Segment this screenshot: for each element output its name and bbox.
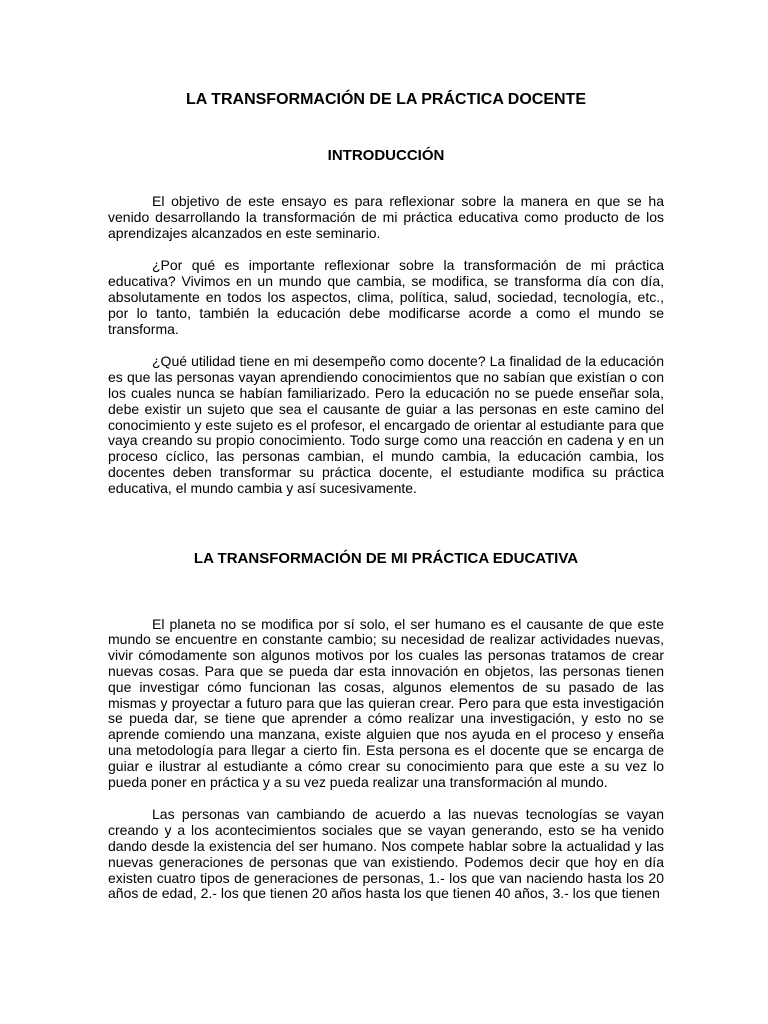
paragraph: El planeta no se modifica por sí solo, el ser humano es el causante de que este mundo se encuentre en constante cambio; su necesidad de realizar actividades nuevas, vivir cómodamente son algunos motivos por los cuales las personas tratamos de crear nuevas cosas. Para que se pueda dar esta innovación en objetos, las personas tienen que investigar cómo funcionan las cosas, algunos elementos de su pasado de las mismas y proyectar a futuro para que las quieran crear. Pero para que esta investigación se pueda dar, se tiene que aprender a cómo realizar una investigación, y esto no se aprende comiendo una manzana, existe alguien que nos ayuda en el proceso y enseña una metodología para llegar a cierto fin. Esta persona es el docente que se encarga de guiar e ilustrar al estudiante a cómo crear su conocimiento para que este a su vez lo pueda poner en práctica y a su vez pueda realizar una transformación al mundo. <box>108 615 664 790</box>
section-heading: INTRODUCCIÓN <box>327 147 445 164</box>
paragraph: ¿Por qué es importante reflexionar sobre la transformación de mi práctica educativa? Vivimos en un mundo que cambia, se modifica, se transforma día con día, absolutamente en todos los aspectos, clima, política, salud, sociedad, tecnología, etc., por lo tanto, también la educación debe modificarse acorde a como el mundo se transforma. <box>108 257 664 337</box>
section-introduccion <box>108 146 664 497</box>
paragraph: Las personas van cambiando de acuerdo a las nuevas tecnologías se vayan creando y a los acontecimientos sociales que se vayan generando, esto se ha venido dando desde la existencia del ser humano. Nos compete hablar sobre la actualidad y las nuevas generaciones de personas que van existiendo. Podemos decir que hoy en día existen cuatro tipos de generaciones de personas, 1.- los que van naciendo hasta los 20 años de edad, 2.- los que tienen 20 años hasta los que tienen 40 años, 3.- los que tienen <box>108 806 664 902</box>
paragraph: ¿Qué utilidad tiene en mi desempeño como docente? La finalidad de la educación es que las personas vayan aprendiendo conocimientos que no sabían que existían o con los cuales nunca se habían familiarizado. Pero la educación no se puede enseñar sola, debe existir un sujeto que sea el causante de guiar a las personas en este camino del conocimiento y este sujeto es el profesor, el encargado de orientar al estudiante para que vaya creando su propio conocimiento. Todo surge como una reacción en cadena y en un proceso cíclico, las personas cambian, el mundo cambia, la educación cambia, los docentes deben transformar su práctica docente, el estudiante modifica su práctica educativa, el mundo cambia y así sucesivamente. <box>108 353 664 496</box>
document-title: LA TRANSFORMACIÓN DE LA PRÁCTICA DOCENTE <box>186 91 586 108</box>
paragraph: El objetivo de este ensayo es para reflexionar sobre la manera en que se ha venido desarrollando la transformación de mi práctica educativa como producto de los aprendizajes alcanzados en este seminario. <box>108 193 664 241</box>
section-heading: LA TRANSFORMACIÓN DE MI PRÁCTICA EDUCATIVA <box>193 549 579 567</box>
section-transformacion-practica <box>108 549 664 903</box>
